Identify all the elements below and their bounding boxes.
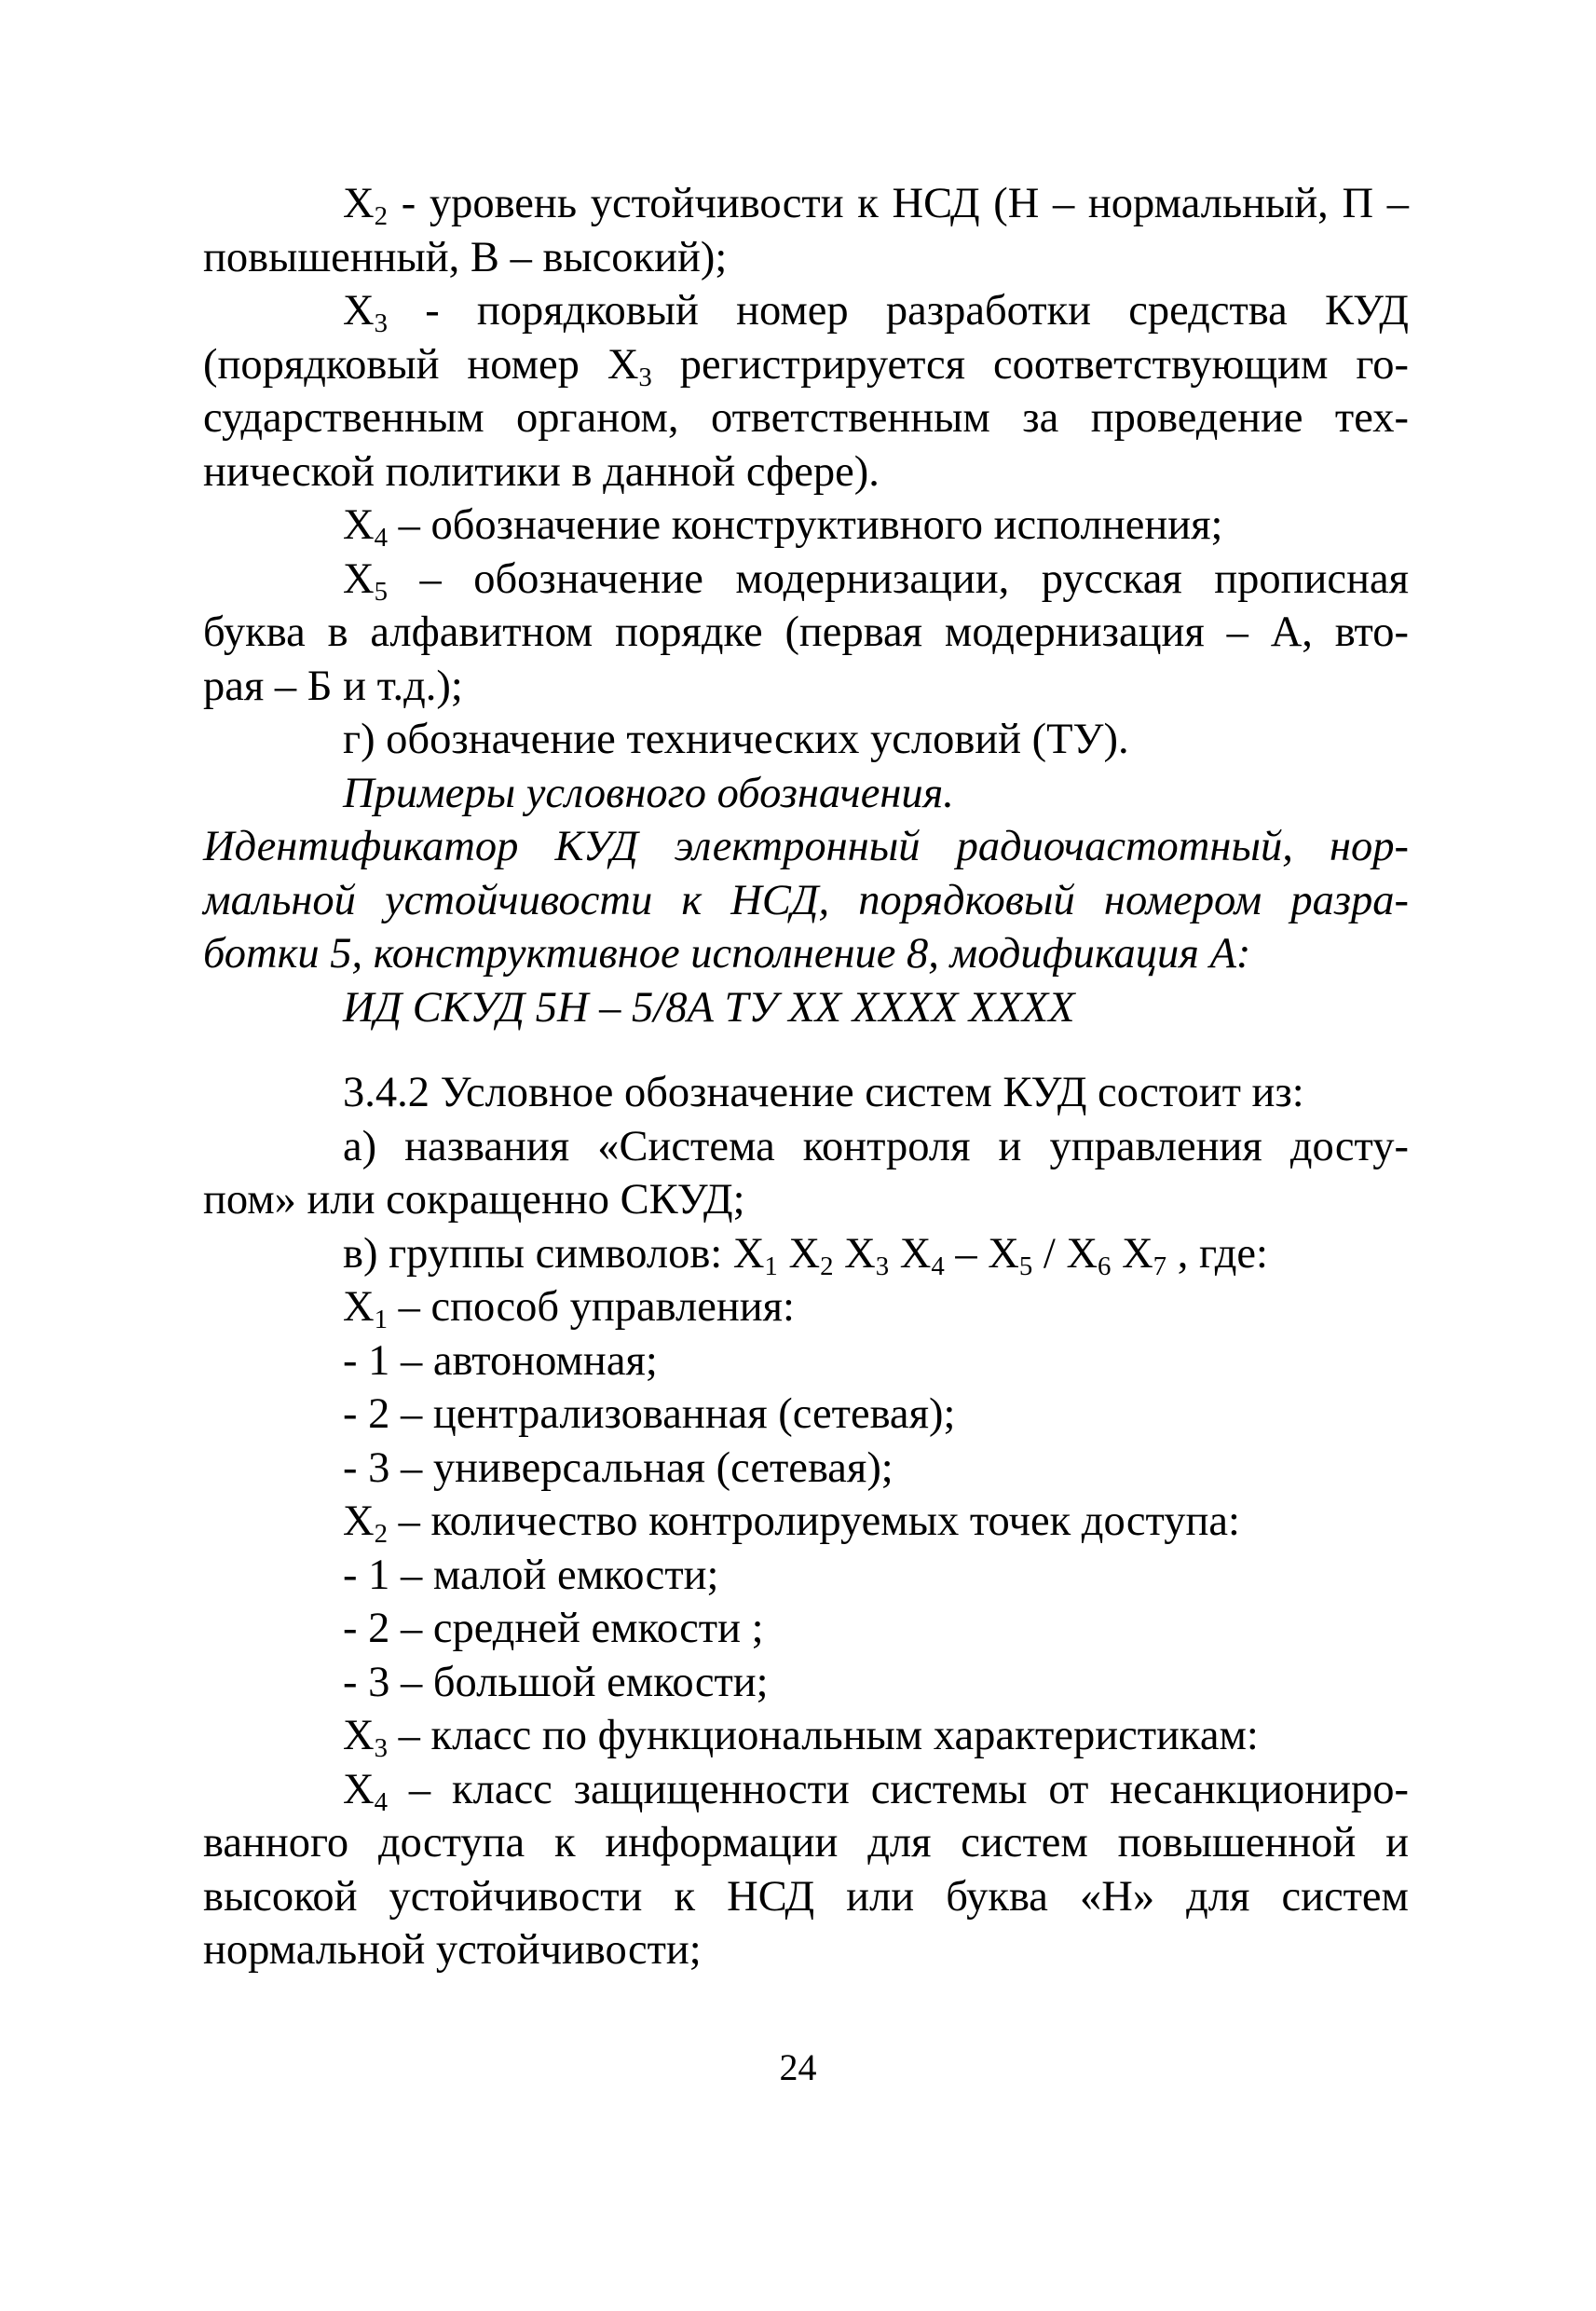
text-run: буква в алфавитном порядке (первая модернизация – А, вто- <box>203 609 1409 656</box>
text-run: (порядковый номер X <box>203 340 639 389</box>
subscript: 3 <box>638 362 652 392</box>
text-run: X <box>343 1497 375 1545</box>
text-line <box>203 1763 1409 1817</box>
subscript: 3 <box>374 308 389 339</box>
text-line <box>203 1227 1409 1281</box>
subscript: 7 <box>1153 1251 1167 1281</box>
text-line <box>203 177 1409 231</box>
text-run: – X <box>944 1229 1019 1278</box>
text-line <box>203 499 1409 553</box>
subscript: 3 <box>374 1733 389 1764</box>
text-run: рая – Б и т.д.); <box>203 662 463 710</box>
text-line <box>203 284 1409 338</box>
subscript: 3 <box>875 1251 890 1281</box>
list-item <box>203 1602 1409 1656</box>
text-run: 3.4.2 Условное обозначение систем КУД состоит из: <box>343 1069 1304 1116</box>
subscript: 2 <box>374 201 389 232</box>
text-run: ботки 5, конструктивное исполнение 8, модификация А: <box>203 930 1251 978</box>
text-line <box>203 1870 1409 1924</box>
text-run: X <box>777 1229 821 1278</box>
subscript: 2 <box>374 1519 389 1550</box>
subscript: 4 <box>374 1786 389 1817</box>
example-text <box>203 874 1409 928</box>
text-run: – обозначение конструктивного исполнения; <box>388 501 1223 549</box>
text-run: - 1 – малой емкости; <box>343 1551 719 1599</box>
text-line <box>203 1280 1409 1334</box>
text-run: нормальной устойчивости; <box>203 1926 702 1974</box>
list-item <box>203 1549 1409 1603</box>
text-run: Примеры условного обозначения. <box>343 769 954 817</box>
text-run: / X <box>1032 1229 1098 1278</box>
subscript: 1 <box>764 1251 778 1281</box>
text-run: – количество контролируемых точек доступа: <box>388 1497 1240 1545</box>
list-item <box>203 1442 1409 1496</box>
text-line <box>203 338 1409 392</box>
text-run: X <box>889 1229 932 1278</box>
text-run: пом» или сокращенно СКУД; <box>203 1176 745 1224</box>
text-line <box>203 1173 1409 1227</box>
text-run: регистрируется соответствующим го- <box>651 340 1410 389</box>
text-run: ванного доступа к информации для систем повышенной и <box>203 1819 1409 1867</box>
list-item <box>203 1334 1409 1388</box>
paragraph-gap <box>203 1034 1409 1066</box>
example-text <box>203 927 1409 981</box>
example-text <box>203 820 1409 874</box>
list-item <box>203 1388 1409 1442</box>
subscript: 6 <box>1098 1251 1112 1281</box>
text-run: X <box>343 287 375 335</box>
subscript: 5 <box>374 576 389 607</box>
text-run: - 2 – централизованная (сетевая); <box>343 1390 956 1438</box>
text-line <box>203 606 1409 660</box>
text-line <box>203 1923 1409 1977</box>
text-line <box>203 660 1409 714</box>
text-run: ИД СКУД 5Н – 5/8А ТУ ХХ ХХХХ ХХХХ <box>343 983 1075 1032</box>
text-run: – обозначение модернизации, русская прописная <box>388 554 1409 603</box>
text-line <box>203 713 1409 767</box>
text-run: – способ управления: <box>388 1283 795 1331</box>
subscript: 4 <box>374 523 389 554</box>
text-line <box>203 445 1409 499</box>
text-run: г) обозначение технических условий (ТУ). <box>343 716 1129 763</box>
text-run: , где: <box>1166 1229 1268 1278</box>
text-line <box>203 553 1409 607</box>
text-run: X <box>343 180 375 227</box>
text-run: X <box>343 1765 375 1813</box>
text-run: X <box>343 1283 375 1331</box>
text-line <box>203 1120 1409 1174</box>
subscript: 1 <box>374 1305 389 1335</box>
text-run: а) названия «Система контроля и управления досту- <box>343 1122 1409 1170</box>
text-run: – класс по функциональным характеристикам: <box>388 1712 1259 1759</box>
page-number: 24 <box>779 2046 817 2088</box>
text-run: Идентификатор КУД электронный радиочастотный, нор- <box>203 823 1409 870</box>
text-run: - 3 – универсальная (сетевая); <box>343 1443 893 1492</box>
example-heading <box>203 767 1409 821</box>
text-run: - уровень устойчивости к НСД (Н – нормальный, П – <box>388 180 1409 227</box>
text-run: - порядковый номер разработки средства КУД <box>388 287 1409 335</box>
subscript: 4 <box>931 1251 945 1281</box>
text-run: высокой устойчивости к НСД или буква «Н» для систем <box>203 1872 1409 1921</box>
text-run: мальной устойчивости к НСД, порядковый номером разра- <box>203 876 1409 924</box>
body-text <box>203 177 1409 1977</box>
text-run: - 1 – автономная; <box>343 1336 658 1385</box>
text-run: - 3 – большой емкости; <box>343 1658 769 1706</box>
list-item <box>203 1656 1409 1710</box>
text-run: – класс защищенности системы от несанкциониро- <box>388 1765 1409 1813</box>
text-run: X <box>343 1712 375 1759</box>
section-heading <box>203 1066 1409 1120</box>
text-run: X <box>343 554 375 603</box>
text-line <box>203 391 1409 445</box>
text-run: сударственным органом, ответственным за проведение тех- <box>203 394 1409 442</box>
subscript: 5 <box>1018 1251 1033 1281</box>
text-run: повышенный, В – высокий); <box>203 233 728 281</box>
text-line <box>203 1495 1409 1549</box>
example-designation <box>203 981 1409 1035</box>
text-line <box>203 231 1409 285</box>
text-run: в) группы символов: X <box>343 1229 765 1278</box>
text-run: нической политики в данной сфере). <box>203 447 880 496</box>
text-run: X <box>1111 1229 1153 1278</box>
text-run: X <box>833 1229 876 1278</box>
text-line <box>203 1816 1409 1870</box>
text-run: - 2 – средней емкости ; <box>343 1605 764 1652</box>
text-line <box>203 1709 1409 1763</box>
subscript: 2 <box>820 1251 834 1281</box>
text-run: X <box>343 501 375 549</box>
